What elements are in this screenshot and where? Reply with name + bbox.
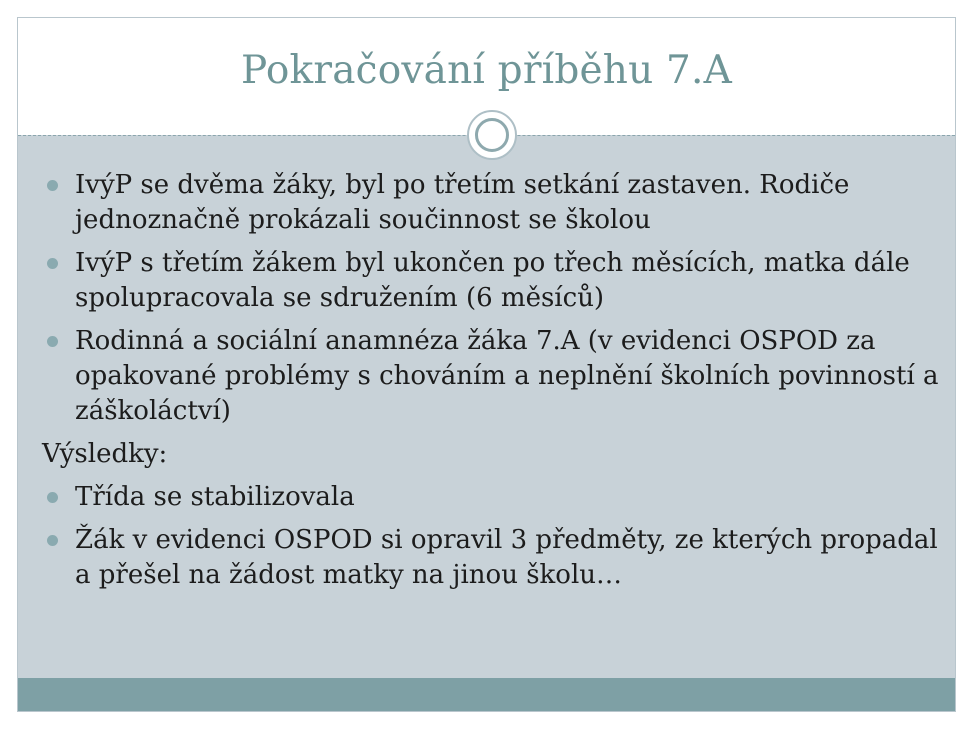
bullet-text: Žák v evidenci OSPOD si opravil 3 předměty, ze kterých propadal a přešel na žádost matky na jinou školu… (75, 525, 938, 590)
bullet-dot-icon (47, 336, 58, 347)
slide-content (42, 168, 942, 601)
bullet-item (42, 480, 942, 515)
bullet-text: Rodinná a sociální anamnéza žáka 7.A (v evidenci OSPOD za opakované problémy s chováním a neplnění školních povinností a záškoláctví) (75, 326, 939, 426)
bullet-item (42, 168, 942, 238)
bullet-dot-icon (47, 180, 58, 191)
results-heading: Výsledky: (42, 439, 168, 469)
bullet-item (42, 246, 942, 316)
bullet-text: IvýP s třetím žákem byl ukončen po třech měsících, matka dále spolupracovala se sdružením (6 měsíců) (75, 248, 910, 313)
divider-circle-inner (475, 118, 509, 152)
bullet-dot-icon (47, 535, 58, 546)
bullet-text: IvýP se dvěma žáky, byl po třetím setkání zastaven. Rodiče jednoznačně prokázali součinnost se školou (75, 170, 850, 235)
bullet-item (42, 523, 942, 593)
bullet-item (42, 324, 942, 429)
bullet-text: Třída se stabilizovala (75, 482, 355, 512)
slide (17, 17, 956, 712)
divider-circle-ornament (467, 110, 517, 160)
slide-title: Pokračování příběhu 7.A (241, 48, 732, 93)
bullet-dot-icon (47, 492, 58, 503)
bullet-dot-icon (47, 258, 58, 269)
footer-band (18, 678, 955, 711)
